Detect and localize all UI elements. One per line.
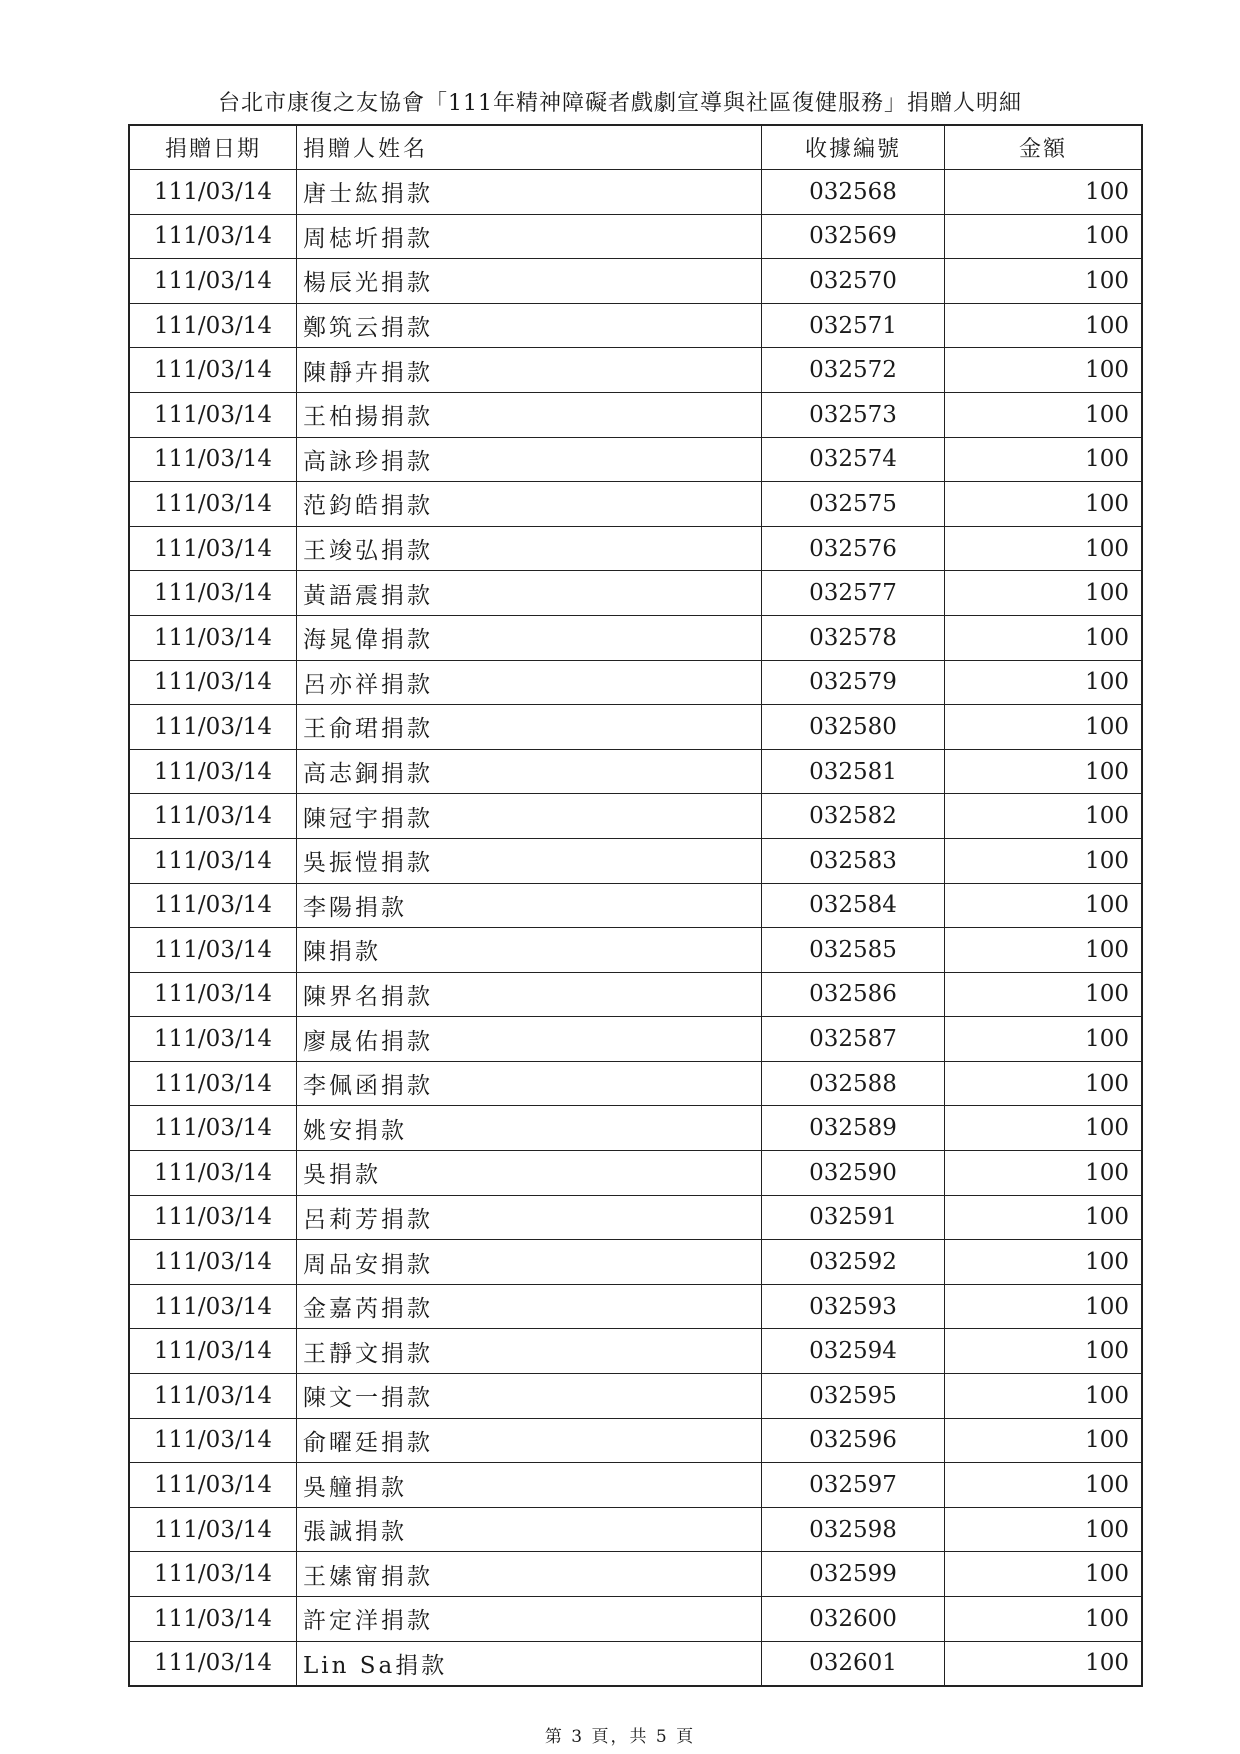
cell-donor-name: 陳靜卉捐款 [297,348,762,393]
cell-receipt-number: 032601 [762,1641,945,1686]
cell-donor-name: 陳冠宇捐款 [297,794,762,839]
table-row [129,1151,1142,1196]
cell-date: 111/03/14 [129,749,297,794]
table-row [129,1507,1142,1552]
cell-amount: 100 [945,972,1143,1017]
table-row [129,705,1142,750]
cell-donor-name: 高志銅捐款 [297,749,762,794]
cell-receipt-number: 032584 [762,883,945,928]
cell-amount: 100 [945,170,1143,215]
cell-donor-name: 王柏揚捐款 [297,392,762,437]
cell-amount: 100 [945,794,1143,839]
cell-receipt-number: 032598 [762,1507,945,1552]
cell-donor-name: 王竣弘捐款 [297,526,762,571]
cell-receipt-number: 032571 [762,303,945,348]
cell-amount: 100 [945,437,1143,482]
table-row [129,1284,1142,1329]
cell-amount: 100 [945,1017,1143,1062]
cell-donor-name: 范鈞皓捐款 [297,482,762,527]
cell-receipt-number: 032570 [762,259,945,304]
cell-receipt-number: 032587 [762,1017,945,1062]
cell-date: 111/03/14 [129,794,297,839]
cell-amount: 100 [945,1418,1143,1463]
cell-receipt-number: 032583 [762,838,945,883]
cell-date: 111/03/14 [129,838,297,883]
table-row [129,1240,1142,1285]
cell-amount: 100 [945,749,1143,794]
table-row [129,526,1142,571]
header-date: 捐贈日期 [129,125,297,170]
table-row [129,437,1142,482]
table-row [129,1418,1142,1463]
cell-receipt-number: 032590 [762,1151,945,1196]
cell-receipt-number: 032592 [762,1240,945,1285]
cell-receipt-number: 032582 [762,794,945,839]
cell-donor-name: 海晁偉捐款 [297,615,762,660]
cell-donor-name: 周品安捐款 [297,1240,762,1285]
cell-donor-name: 姚安捐款 [297,1106,762,1151]
table-row [129,348,1142,393]
cell-date: 111/03/14 [129,972,297,1017]
cell-date: 111/03/14 [129,1240,297,1285]
cell-receipt-number: 032594 [762,1329,945,1374]
cell-receipt-number: 032580 [762,705,945,750]
cell-amount: 100 [945,838,1143,883]
cell-amount: 100 [945,1463,1143,1508]
cell-receipt-number: 032575 [762,482,945,527]
cell-receipt-number: 032573 [762,392,945,437]
table-row [129,1106,1142,1151]
table-row [129,482,1142,527]
cell-donor-name: 呂莉芳捐款 [297,1195,762,1240]
table-row [129,883,1142,928]
cell-amount: 100 [945,705,1143,750]
table-row [129,170,1142,215]
cell-date: 111/03/14 [129,170,297,215]
cell-donor-name: 黃語震捐款 [297,571,762,616]
table-row [129,214,1142,259]
table-row [129,1195,1142,1240]
cell-donor-name: 呂亦祥捐款 [297,660,762,705]
cell-amount: 100 [945,1151,1143,1196]
cell-receipt-number: 032572 [762,348,945,393]
cell-donor-name: 張誠捐款 [297,1507,762,1552]
table-row [129,571,1142,616]
table-row [129,392,1142,437]
cell-donor-name: 俞曜廷捐款 [297,1418,762,1463]
cell-date: 111/03/14 [129,437,297,482]
table-row [129,1329,1142,1374]
page-number: 第 3 頁，共 5 頁 [544,1727,696,1747]
cell-date: 111/03/14 [129,1061,297,1106]
table-row [129,972,1142,1017]
cell-receipt-number: 032593 [762,1284,945,1329]
cell-amount: 100 [945,571,1143,616]
header-name: 捐贈人姓名 [297,125,762,170]
cell-date: 111/03/14 [129,928,297,973]
table-row [129,259,1142,304]
cell-date: 111/03/14 [129,1463,297,1508]
donor-table [128,124,1143,1687]
cell-donor-name: 李陽捐款 [297,883,762,928]
cell-amount: 100 [945,303,1143,348]
cell-donor-name: 唐士紘捐款 [297,170,762,215]
cell-date: 111/03/14 [129,303,297,348]
cell-date: 111/03/14 [129,615,297,660]
cell-amount: 100 [945,348,1143,393]
cell-date: 111/03/14 [129,1329,297,1374]
cell-date: 111/03/14 [129,1017,297,1062]
table-row [129,303,1142,348]
cell-receipt-number: 032595 [762,1374,945,1419]
cell-receipt-number: 032599 [762,1552,945,1597]
table-row [129,1463,1142,1508]
cell-amount: 100 [945,1597,1143,1642]
cell-receipt-number: 032574 [762,437,945,482]
table-row [129,1374,1142,1419]
cell-date: 111/03/14 [129,1284,297,1329]
header-receipt: 收據編號 [762,125,945,170]
cell-amount: 100 [945,214,1143,259]
cell-amount: 100 [945,615,1143,660]
table-row [129,794,1142,839]
cell-date: 111/03/14 [129,1195,297,1240]
cell-receipt-number: 032569 [762,214,945,259]
cell-receipt-number: 032589 [762,1106,945,1151]
cell-amount: 100 [945,1329,1143,1374]
cell-date: 111/03/14 [129,571,297,616]
cell-amount: 100 [945,526,1143,571]
cell-date: 111/03/14 [129,1151,297,1196]
cell-donor-name: 楊辰光捐款 [297,259,762,304]
table-row [129,615,1142,660]
cell-date: 111/03/14 [129,1418,297,1463]
cell-amount: 100 [945,1061,1143,1106]
cell-receipt-number: 032586 [762,972,945,1017]
cell-amount: 100 [945,1641,1143,1686]
cell-amount: 100 [945,1106,1143,1151]
cell-date: 111/03/14 [129,259,297,304]
cell-donor-name: 王俞珺捐款 [297,705,762,750]
cell-date: 111/03/14 [129,705,297,750]
cell-amount: 100 [945,1507,1143,1552]
table-body [129,170,1142,1687]
cell-receipt-number: 032581 [762,749,945,794]
header-amount: 金額 [945,125,1143,170]
cell-date: 111/03/14 [129,1374,297,1419]
cell-amount: 100 [945,392,1143,437]
cell-donor-name: 金嘉芮捐款 [297,1284,762,1329]
cell-amount: 100 [945,259,1143,304]
table-row [129,749,1142,794]
cell-donor-name: 許定洋捐款 [297,1597,762,1642]
table-row [129,1552,1142,1597]
cell-receipt-number: 032591 [762,1195,945,1240]
cell-amount: 100 [945,660,1143,705]
cell-donor-name: 陳界名捐款 [297,972,762,1017]
cell-date: 111/03/14 [129,1552,297,1597]
cell-donor-name: 李佩函捐款 [297,1061,762,1106]
cell-amount: 100 [945,1284,1143,1329]
cell-donor-name: Lin Sa捐款 [297,1641,762,1686]
cell-donor-name: 王靜文捐款 [297,1329,762,1374]
table-row [129,1641,1142,1686]
table-row [129,1017,1142,1062]
cell-receipt-number: 032579 [762,660,945,705]
cell-date: 111/03/14 [129,526,297,571]
cell-donor-name: 吳振愷捐款 [297,838,762,883]
cell-amount: 100 [945,1240,1143,1285]
table-row [129,1597,1142,1642]
cell-date: 111/03/14 [129,214,297,259]
table-row [129,838,1142,883]
cell-date: 111/03/14 [129,1641,297,1686]
cell-amount: 100 [945,928,1143,973]
cell-date: 111/03/14 [129,482,297,527]
page-title: 台北市康復之友協會「111年精神障礙者戲劇宣導與社區復健服務」捐贈人明細 [218,91,1022,116]
cell-receipt-number: 032568 [762,170,945,215]
cell-date: 111/03/14 [129,1507,297,1552]
cell-date: 111/03/14 [129,883,297,928]
table-row [129,928,1142,973]
cell-amount: 100 [945,482,1143,527]
cell-donor-name: 陳文一捐款 [297,1374,762,1419]
cell-date: 111/03/14 [129,660,297,705]
cell-donor-name: 廖晟佑捐款 [297,1017,762,1062]
cell-receipt-number: 032596 [762,1418,945,1463]
cell-donor-name: 吳艟捐款 [297,1463,762,1508]
cell-date: 111/03/14 [129,1106,297,1151]
cell-amount: 100 [945,1195,1143,1240]
cell-amount: 100 [945,1552,1143,1597]
cell-date: 111/03/14 [129,392,297,437]
cell-receipt-number: 032585 [762,928,945,973]
table-row [129,660,1142,705]
table-row [129,1061,1142,1106]
cell-receipt-number: 032576 [762,526,945,571]
cell-donor-name: 周梽圻捐款 [297,214,762,259]
cell-amount: 100 [945,1374,1143,1419]
cell-receipt-number: 032577 [762,571,945,616]
cell-donor-name: 王嫊甯捐款 [297,1552,762,1597]
cell-receipt-number: 032597 [762,1463,945,1508]
cell-donor-name: 陳捐款 [297,928,762,973]
cell-donor-name: 鄭筑云捐款 [297,303,762,348]
cell-amount: 100 [945,883,1143,928]
cell-receipt-number: 032588 [762,1061,945,1106]
cell-date: 111/03/14 [129,348,297,393]
cell-receipt-number: 032578 [762,615,945,660]
cell-date: 111/03/14 [129,1597,297,1642]
cell-donor-name: 吳捐款 [297,1151,762,1196]
table-header-row [129,125,1142,170]
cell-donor-name: 高詠珍捐款 [297,437,762,482]
cell-receipt-number: 032600 [762,1597,945,1642]
